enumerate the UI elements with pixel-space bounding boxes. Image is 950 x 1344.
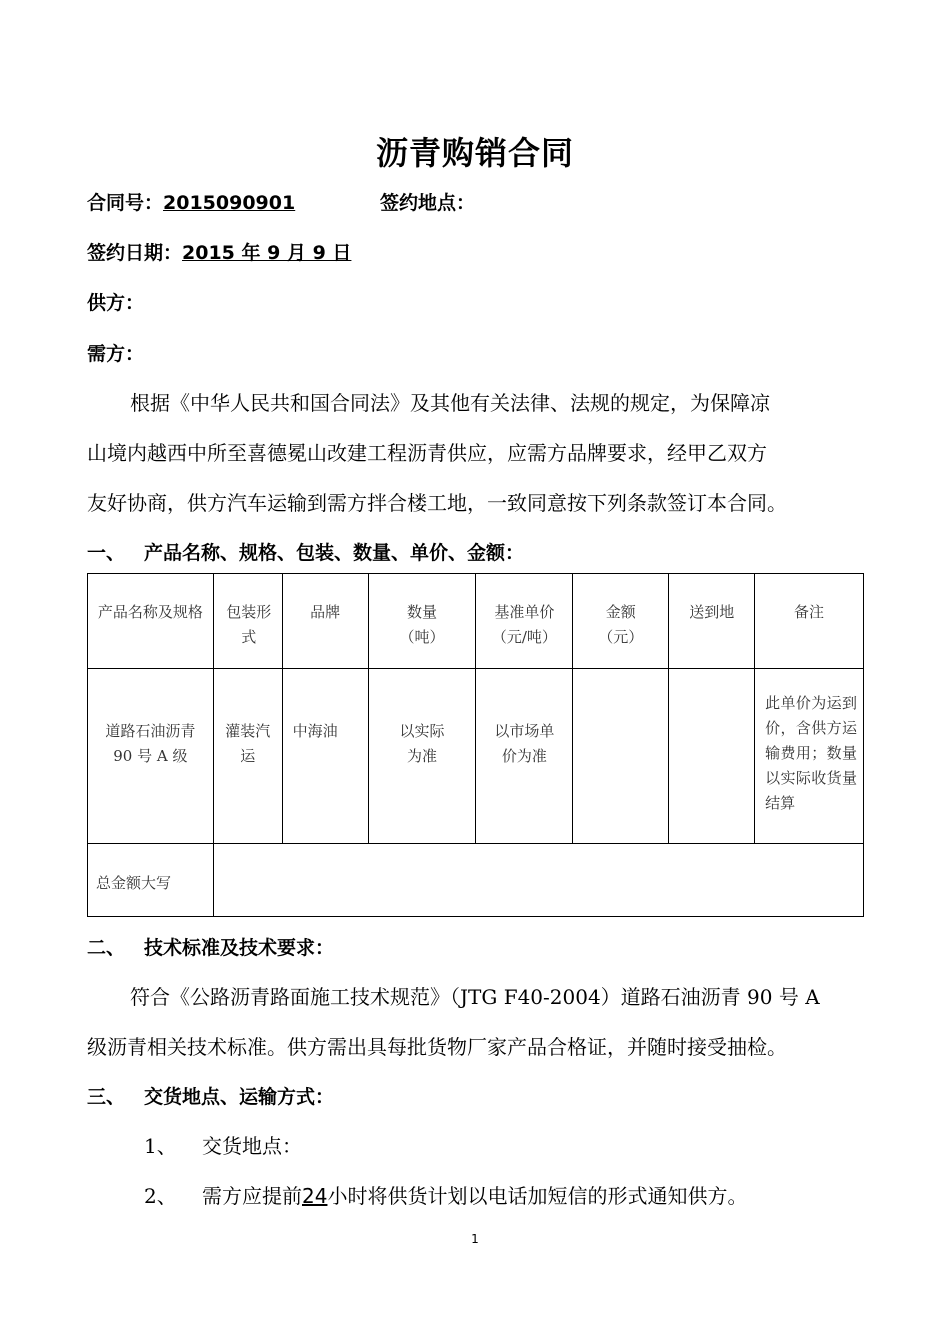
section-3-title: 交货地点、运输方式：	[144, 1086, 335, 1108]
table-cell	[755, 669, 864, 844]
table-cell	[213, 669, 282, 844]
header-amount: 金额（元）	[598, 603, 644, 646]
cell-remarks: 此单价为运到价，含供方运输费用；数量以实际收货量结算	[765, 694, 857, 812]
buyer-label: 需方：	[87, 343, 145, 365]
sign-date-label: 签约日期：	[87, 242, 183, 264]
table-cell	[282, 669, 368, 844]
table-cell	[213, 844, 863, 917]
table-header-row	[88, 574, 864, 669]
header-cell	[669, 574, 755, 669]
sign-date-value: 2015 年 9 月 9 日	[182, 242, 352, 264]
header-product-name: 产品名称及规格	[97, 603, 203, 621]
header-packaging: 包装形式	[226, 603, 272, 646]
table-row	[88, 669, 864, 844]
header-brand: 品牌	[310, 603, 341, 621]
section-3-number: 三、	[87, 1086, 126, 1108]
table-total-row	[88, 844, 864, 917]
contract-number-value: 2015090901	[163, 192, 296, 214]
table-cell	[476, 669, 573, 844]
header-cell	[282, 574, 368, 669]
section-2-number: 二、	[87, 937, 126, 959]
intro-line-2: 山境内越西中所至喜德冕山改建工程沥青供应，应需方品牌要求，经甲乙双方	[87, 441, 767, 465]
cell-quantity: 以实际为准	[399, 722, 445, 765]
contract-number-line	[87, 188, 295, 215]
product-table	[87, 573, 864, 917]
section-2-line-1: 符合《公路沥青路面施工技术规范》（JTG F40-2004）道路石油沥青 90 号 A	[130, 985, 820, 1009]
item-1-number: 1、	[144, 1134, 177, 1158]
intro-line-1: 根据《中华人民共和国合同法》及其他有关法律、法规的规定，为保障凉	[130, 391, 770, 415]
intro-line-3: 友好协商，供方汽车运输到需方拌合楼工地，一致同意按下列条款签订本合同。	[87, 491, 787, 515]
table-cell	[88, 669, 214, 844]
header-unit-price: 基准单价（元/吨）	[491, 603, 557, 646]
cell-packaging: 灌装汽运	[225, 722, 271, 765]
cell-amount	[573, 669, 668, 695]
table-cell	[368, 669, 476, 844]
item-2-pre: 需方应提前	[202, 1184, 302, 1208]
section-2-title: 技术标准及技术要求：	[144, 937, 335, 959]
table-cell	[573, 669, 669, 844]
cell-destination	[669, 669, 754, 695]
header-cell	[755, 574, 864, 669]
supplier-label: 供方：	[87, 292, 145, 314]
header-cell	[368, 574, 476, 669]
section-2-line-2: 级沥青相关技术标准。供方需出具每批货物厂家产品合格证，并随时接受抽检。	[87, 1035, 787, 1059]
contract-number-label: 合同号：	[87, 192, 164, 214]
header-remarks: 备注	[794, 603, 825, 621]
item-1-text: 交货地点：	[202, 1134, 302, 1158]
section-1-number: 一、	[87, 542, 126, 564]
item-2-post: 小时将供货计划以电话加短信的形式通知供方。	[327, 1184, 748, 1208]
header-destination: 送到地	[689, 603, 735, 621]
header-cell	[88, 574, 214, 669]
page-number: 1	[471, 1232, 479, 1246]
cell-product-name: 道路石油沥青 90 号 A 级	[105, 722, 196, 765]
header-cell	[213, 574, 282, 669]
item-2-hours: 24	[302, 1184, 328, 1208]
cell-unit-price: 以市场单价为准	[494, 722, 555, 765]
section-1-title: 产品名称、规格、包装、数量、单价、金额：	[144, 542, 525, 564]
sign-date-line	[87, 238, 351, 265]
cell-brand: 中海油	[292, 722, 338, 740]
header-cell	[476, 574, 573, 669]
item-2-text	[202, 1180, 747, 1209]
document-title: 沥青购销合同	[375, 134, 574, 172]
item-2-number: 2、	[144, 1184, 177, 1208]
header-cell	[573, 574, 669, 669]
total-amount-label: 总金额大写	[96, 874, 172, 892]
table-cell	[88, 844, 214, 917]
sign-place-label: 签约地点：	[380, 192, 476, 214]
table-cell	[669, 669, 755, 844]
header-quantity: 数量（吨）	[399, 603, 445, 646]
